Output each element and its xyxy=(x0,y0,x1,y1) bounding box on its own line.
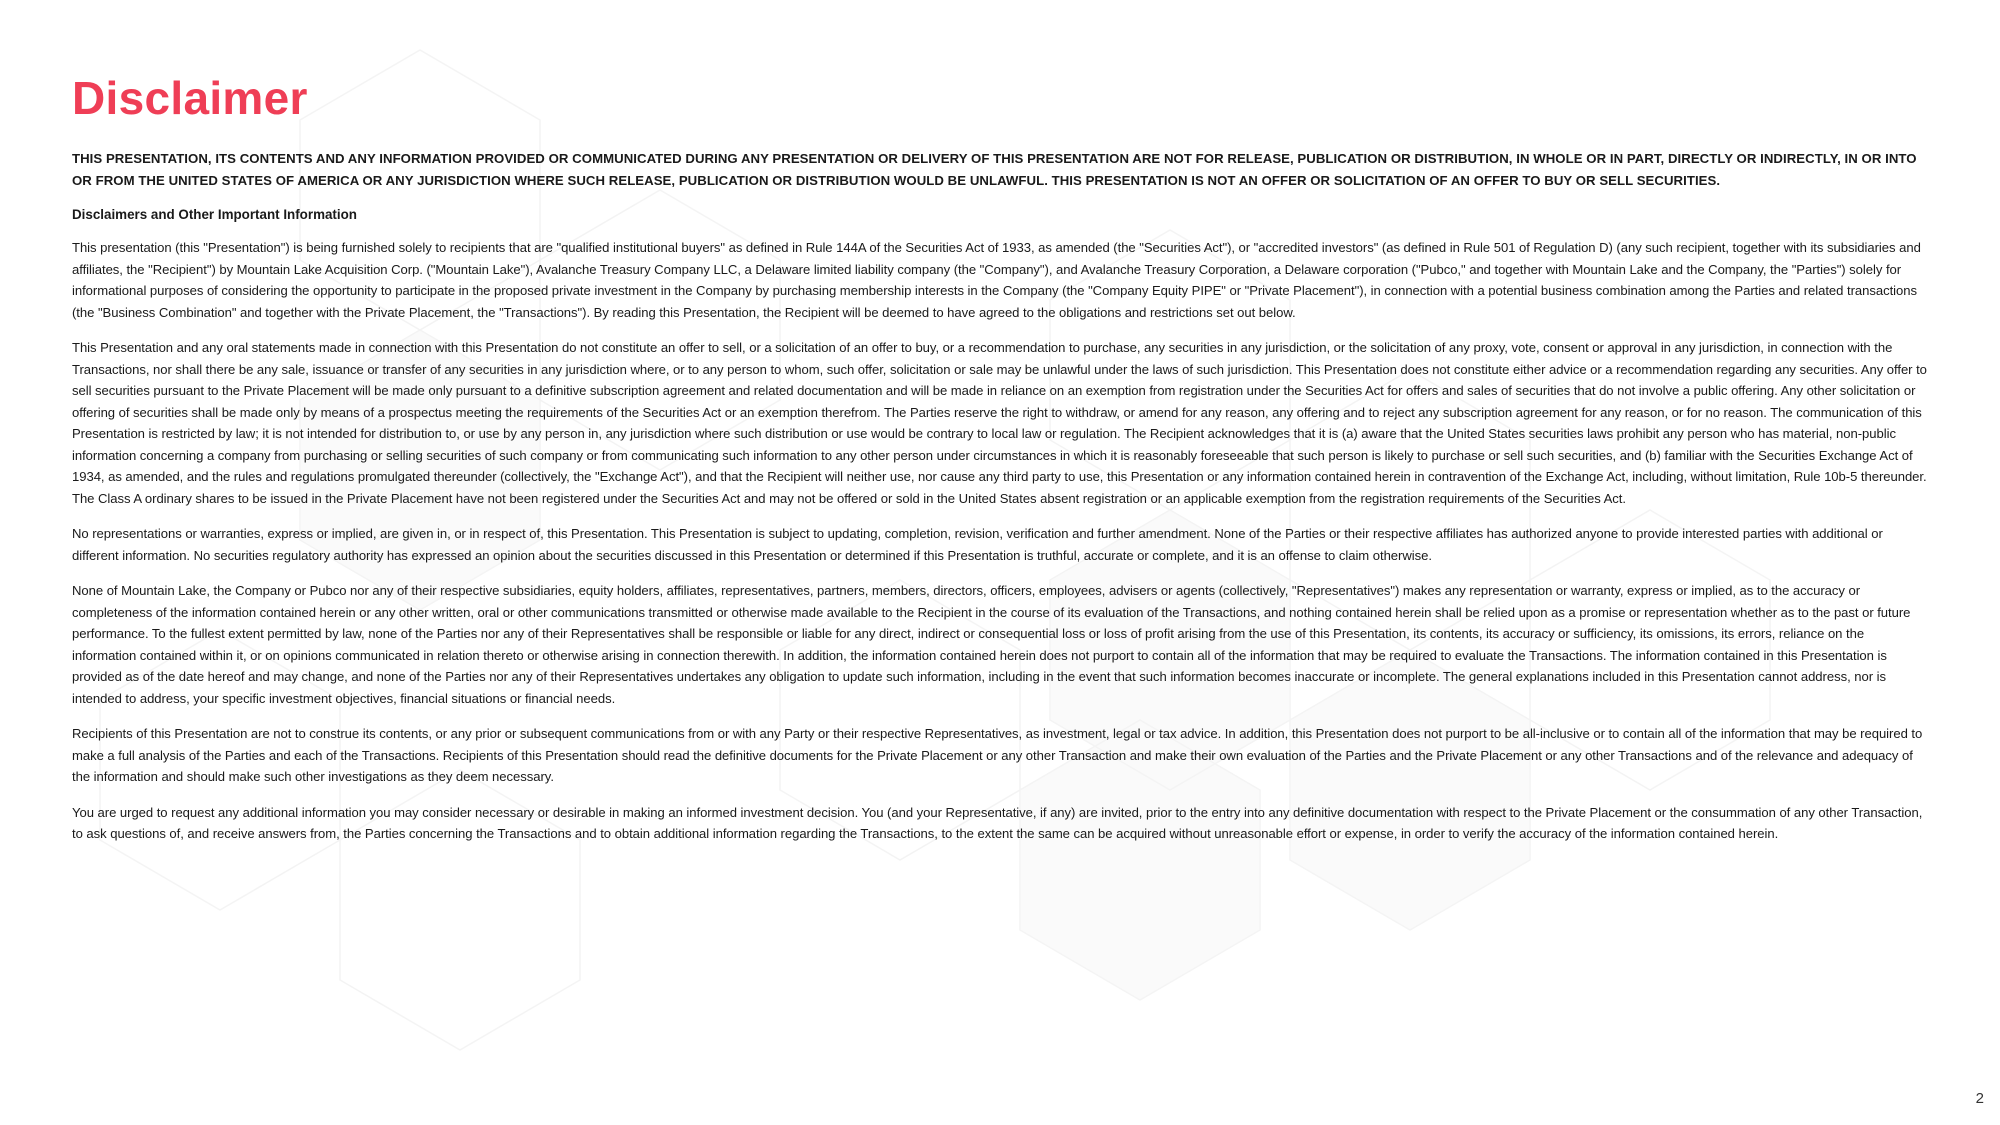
disclaimer-paragraph-6: You are urged to request any additional information you may consider necessary or desirable in making an informed investment decision. You (and your Representative, if any) are invited, prior to the entry into any definitive documentation with respect to the Private Placement or the consummation of any other Transaction, to ask questions of, and receive answers from, the Parties concerning the Transactions and to obtain additional information regarding the Transactions, to the extent the same can be acquired without unreasonable effort or expense, in order to verify the accuracy of the information contained herein. xyxy=(72,804,1923,841)
disclaimer-paragraph-4: None of Mountain Lake, the Company or Pubco nor any of their respective subsidiaries, equity holders, affiliates, representatives, partners, members, directors, officers, employees, advisers or agents (collectively, "Representatives") makes any representation or warranty, express or implied, as to the accuracy or completeness of the information contained herein or any other written, oral or other communications transmitted or otherwise made available to the Recipient in the course of its evaluation of the Transactions, and nothing contained herein shall be relied upon as a promise or representation whether as to the past or future performance. To the fullest extent permitted by law, none of the Parties nor any of their Representatives shall be responsible or liable for any direct, indirect or consequential loss or loss of profit arising from the use of this Presentation, its contents, its accuracy or sufficiency, its omissions, its errors, reliance on the information contained within it, or on opinions communicated in relation thereto or otherwise arising in connection therewith. In addition, the information contained herein does not purport to contain all of the information that may be required to evaluate the Transactions. The information contained in this Presentation is provided as of the date hereof and may change, and none of the Parties nor any of their Representatives undertakes any obligation to update such information, including in the event that such information becomes inaccurate or incomplete. The general explanations included in this Presentation cannot address, nor is intended to address, your specific investment objectives, financial situations or financial needs. xyxy=(72,583,1911,706)
disclaimer-paragraph-2: This Presentation and any oral statements made in connection with this Presentation do not constitute an offer to sell, or a solicitation of an offer to buy, or a recommendation to purchase, any securities in any jurisdiction, or the solicitation of any proxy, vote, consent or approval in any jurisdiction, in connection with the Transactions, nor shall there be any sale, issuance or transfer of any securities in any jurisdiction where, or to any person to whom, such offer, solicitation or sale may be unlawful under the laws of such jurisdiction. This Presentation does not constitute either advice or a recommendation regarding any securities. Any offer to sell securities pursuant to the Private Placement will be made only pursuant to a definitive subscription agreement and related documentation and will be made in reliance on an exemption from registration under the Securities Act for offers and sales of securities that do not involve a public offering. Any other solicitation or offering of securities shall be made only by means of a prospectus meeting the requirements of the Securities Act or an exemption therefrom. The Parties reserve the right to withdraw, or amend for any reason, any offering and to reject any subscription agreement for any reason, or for no reason. The communication of this Presentation is restricted by law; it is not intended for distribution to, or use by any person in, any jurisdiction where such distribution or use would be contrary to local law or regulation. The Recipient acknowledges that it is (a) aware that the United States securities laws prohibit any person who has material, non-public information concerning a company from purchasing or selling securities of such company or from communicating such information to any other person under circumstances in which it is reasonably foreseeable that such person is likely to purchase or sell such securities, and (b) familiar with the Securities Exchange Act of 1934, as amended, and the rules and regulations promulgated thereunder (collectively, the "Exchange Act"), and that the Recipient will neither use, nor cause any third party to use, this Presentation or any information contained herein in contravention of the Exchange Act, including, without limitation, Rule 10b-5 thereunder. The Class A ordinary shares to be issued in the Private Placement have not been registered under the Securities Act and may not be offered or sold in the United States absent registration or an applicable exemption from the registration requirements of the Securities Act. xyxy=(72,340,1927,506)
legal-banner: THIS PRESENTATION, ITS CONTENTS AND ANY INFORMATION PROVIDED OR COMMUNICATED DURING ANY PRESENTATION OR DELIVERY OF THIS PRESENTATION ARE NOT FOR RELEASE, PUBLICATION OR DISTRIBUTION, IN WHOLE OR IN PART, DIRECTLY OR INDIRECTLY, IN OR INTO OR FROM THE UNITED STATES OF AMERICA OR ANY JURISDICTION WHERE SUCH RELEASE, PUBLICATION OR DISTRIBUTION WOULD BE UNLAWFUL. THIS PRESENTATION IS NOT AN OFFER OR SOLICITATION OF AN OFFER TO BUY OR SELL SECURITIES. xyxy=(72,151,1917,188)
section-subheading: Disclaimers and Other Important Information xyxy=(72,207,357,222)
page-title: Disclaimer xyxy=(72,72,308,124)
disclaimer-paragraph-5: Recipients of this Presentation are not to construe its contents, or any prior or subsequent communications from or with any Party or their respective Representatives, as investment, legal or tax advice. In addition, this Presentation does not purport to be all-inclusive or to contain all of the information that may be required to make a full analysis of the Parties and each of the Transactions. Recipients of this Presentation should read the definitive documents for the Private Placement or any other Transaction and make their own evaluation of the Parties and the Private Placement or any other Transactions and of the relevance and adequacy of the information and should make such other investigations as they deem necessary. xyxy=(72,726,1923,784)
page-number: 2 xyxy=(1975,1090,1984,1107)
disclaimer-paragraph-1: This presentation (this "Presentation") is being furnished solely to recipients that are "qualified institutional buyers" as defined in Rule 144A of the Securities Act of 1933, as amended (the "Securities Act"), or "accredited investors" (as defined in Rule 501 of Regulation D) (any such recipient, together with its subsidiaries and affiliates, the "Recipient") by Mountain Lake Acquisition Corp. ("Mountain Lake"), Avalanche Treasury Company LLC, a Delaware limited liability company (the "Company"), and Avalanche Treasury Corporation, a Delaware corporation ("Pubco," and together with Mountain Lake and the Company, the "Parties") solely for informational purposes of considering the opportunity to participate in the proposed private investment in the Company by purchasing membership interests in the Company (the "Company Equity PIPE" or "Private Placement"), in connection with a potential business combination among the Parties and related transactions (the "Business Combination" and together with the Private Placement, the "Transactions"). By reading this Presentation, the Recipient will be deemed to have agreed to the obligations and restrictions set out below. xyxy=(72,240,1921,320)
disclaimer-paragraph-3: No representations or warranties, express or implied, are given in, or in respect of, this Presentation. This Presentation is subject to updating, completion, revision, verification and further amendment. None of the Parties or their respective affiliates has authorized anyone to provide interested parties with additional or different information. No securities regulatory authority has expressed an opinion about the securities discussed in this Presentation or determined if this Presentation is truthful, accurate or complete, and it is an offense to claim otherwise. xyxy=(72,526,1883,563)
